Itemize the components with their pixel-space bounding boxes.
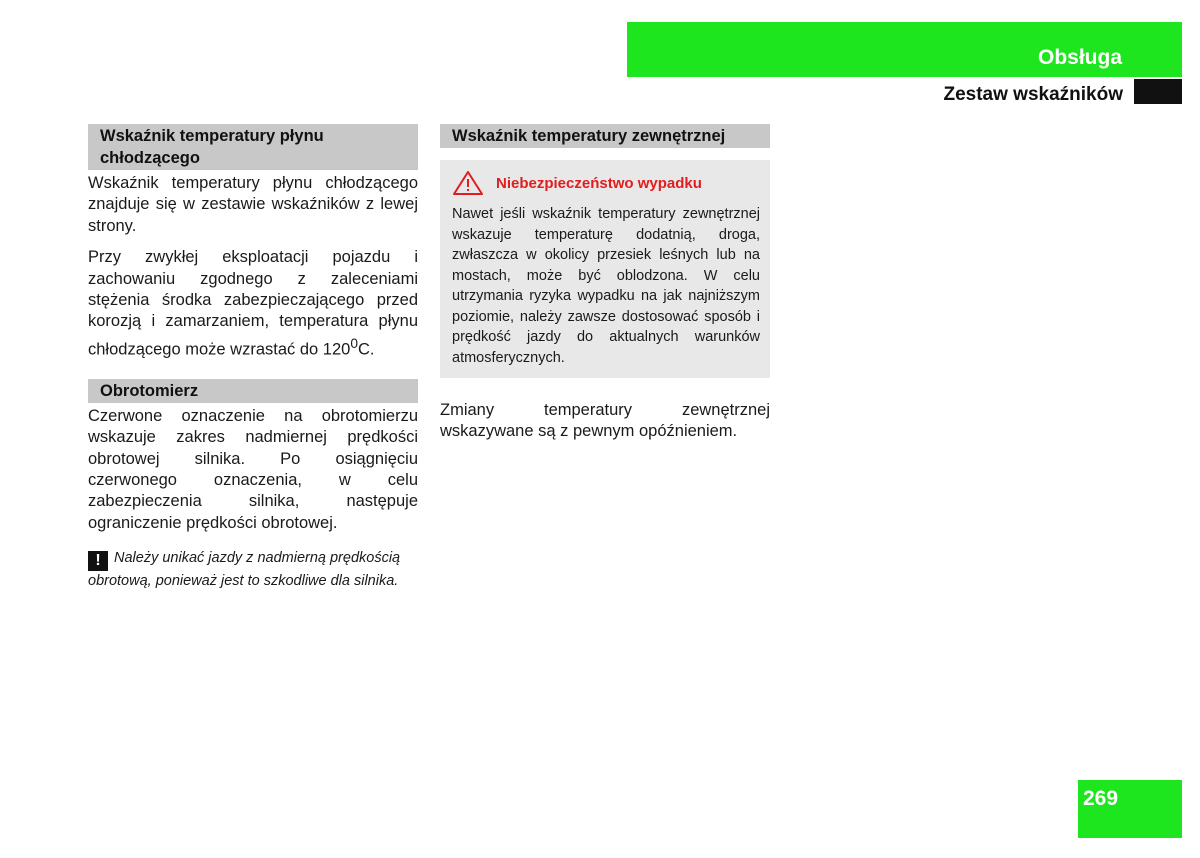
coolant-paragraph-2-unit: C. [357, 340, 375, 359]
exclamation-icon: ! [88, 551, 108, 571]
page-number: 269 [1083, 787, 1119, 810]
engine-note [88, 548, 418, 592]
warning-label: Niebezpieczeństwo wypadku [496, 174, 702, 192]
right-column [440, 124, 770, 443]
page-number-box [1078, 780, 1182, 838]
degree-superscript: 0 [350, 335, 358, 351]
section-title: Zestaw wskaźników [943, 84, 1123, 105]
warning-box [440, 160, 770, 378]
coolant-paragraph-1: Wskaźnik temperatury płynu chłodzącego znajduje się w zestawie wskaźników z lewej strony. [88, 174, 418, 235]
outside-temp-paragraph: Zmiany temperatury zewnętrznej wskazywane są z pewnym opóźnieniem. [440, 401, 770, 441]
coolant-heading: Wskaźnik temperatury płynu chłodzącego [88, 124, 418, 170]
coolant-paragraph-2 [88, 247, 418, 361]
chapter-tab [627, 22, 1182, 77]
left-column [88, 124, 418, 592]
tachometer-paragraph: Czerwone oznaczenie na obrotomierzu wskazuje zakres nadmiernej prędkości obrotowej silnika. Po osiągnięciu czerwonego oznaczenia, w celu zabezpieczenia silnika, następuje ograniczenie prędkości obrotowej. [88, 406, 418, 532]
tachometer-heading: Obrotomierz [88, 379, 418, 403]
warning-header [452, 170, 760, 196]
warning-text: Nawet jeśli wskaźnik temperatury zewnętrznej wskazuje temperaturę dodatnią, droga, zwłaszcza w okolicy przesiek leśnych lub na mostach, może być oblodzona. W celu utrzymania ryzyka wypadku na jak najniższym poziomie, należy zawsze dostosować sposób i prędkość jazdy do aktualnych warunków atmosferycznych. [452, 206, 760, 366]
section-marker [1134, 79, 1182, 104]
outside-temp-heading: Wskaźnik temperatury zewnętrznej [440, 124, 770, 148]
coolant-paragraph-2-text: Przy zwykłej eksploatacji pojazdu i zachowaniu zgodnego z zaleceniami stężenia środka zabezpieczającego przed korozją i zamarzaniem, temperatura płynu chłodzącego może wzrastać do 120 [88, 248, 418, 359]
warning-triangle-icon [452, 170, 484, 196]
engine-note-text: Należy unikać jazdy z nadmierną prędkością obrotową, ponieważ jest to szkodliwe dla silnika. [88, 550, 401, 590]
chapter-title: Obsługa [1037, 46, 1122, 69]
